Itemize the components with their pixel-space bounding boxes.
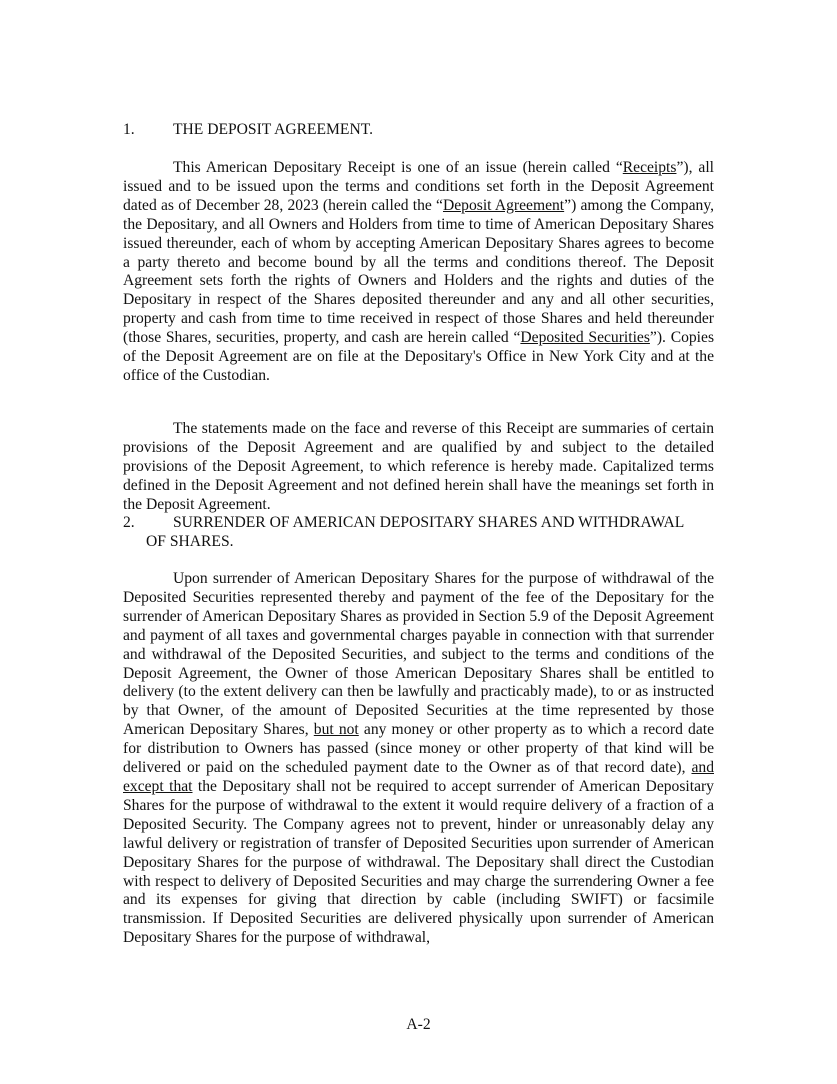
defined-term-deposited-securities: Deposited Securities <box>520 329 650 347</box>
section-1-heading <box>123 121 373 140</box>
text-segment: any money or other property as to which a record date for distribution to Owners has passed (since money or other property of that kind will be delivered or paid on the scheduled payment date to the Owner as of that record date), <box>123 721 714 777</box>
text-segment: ”). Copies of the Deposit Agreement are on file at the Depositary's Office in New York City and at the office of the Custodian. <box>123 329 715 384</box>
text-segment: This American Depositary Receipt is one of an issue (herein called “ <box>173 159 623 176</box>
section-1-paragraph-1 <box>123 159 714 386</box>
section-2-title-line-1: SURRENDER OF AMERICAN DEPOSITARY SHARES AND WITHDRAWAL <box>173 514 685 531</box>
text-segment: ”), all issued and to be issued upon the terms and conditions set forth in the Deposit Agreement dated as of December 28, 2023 (herein called the “ <box>123 159 714 214</box>
section-2-paragraph-1 <box>123 570 714 948</box>
defined-term-receipts: Receipts <box>622 159 677 176</box>
page-number: A-2 <box>406 1016 431 1033</box>
text-segment: ”) among the Company, the Depositary, and all Owners and Holders from time to time of American Depositary Shares issued thereunder, each of whom by accepting American Depositary Shares agrees to become a party thereto and become bound by all the terms and conditions thereof. The Deposit Agreement sets forth the rights of Owners and Holders and the rights and duties of the Depositary in respect of the Shares deposited thereunder and any and all other securities, property and cash from time to time received in respect of those Shares and held thereunder (those Shares, securities, property, and cash are herein called “ <box>123 196 714 347</box>
section-2-number: 2. <box>123 514 135 531</box>
section-1-paragraph-2: The statements made on the face and reverse of this Receipt are summaries of certain provisions of the Deposit Agreement and are qualified by and subject to the detailed provisions of the Deposit Agreement, to which reference is hereby made. Capitalized terms defined in the Deposit Agreement and not defined herein shall have the meanings set forth in the Deposit Agreement. <box>123 420 714 513</box>
text-segment: the Depositary shall not be required to accept surrender of American Depositary Shares for the purpose of withdrawal to the extent it would require delivery of a fraction of a Deposited Security. The Company agrees not to prevent, hinder or unreasonably delay any lawful delivery or registration of transfer of Deposited Securities upon surrender of American Depositary Shares for the purpose of withdrawal. The Depositary shall direct the Custodian with respect to delivery of Deposited Securities and may charge the surrendering Owner a fee and its expenses for giving that direction by cable (including SWIFT) or facsimile transmission. If Deposited Securities are delivered physically upon surrender of American Depositary Shares for the purpose of withdrawal, <box>123 777 714 947</box>
text-segment: Upon surrender of American Depositary Shares for the purpose of withdrawal of the Deposited Securities represented thereby and payment of the fee of the Depositary for the surrender of American Depositary Shares as provided in Section 5.9 of the Deposit Agreement and payment of all taxes and governmental charges payable in connection with that surrender and withdrawal of the Deposited Securities, and subject to the terms and conditions of the Deposit Agreement, the Owner of those American Depositary Shares shall be entitled to delivery (to the extent delivery can then be lawfully and practicably made), to or as instructed by that Owner, of the amount of Deposited Securities at the time represented by those American Depositary Shares, <box>123 570 714 739</box>
section-2-title-line-2: OF SHARES. <box>146 532 234 550</box>
underlined-phrase-and-except-that: and except that <box>123 759 714 795</box>
underlined-phrase-but-not: but not <box>313 721 359 739</box>
section-2-heading <box>123 514 715 552</box>
section-1-number: 1. <box>123 121 135 138</box>
defined-term-deposit-agreement: Deposit Agreement <box>442 196 565 214</box>
section-1-title: THE DEPOSIT AGREEMENT. <box>173 121 373 138</box>
